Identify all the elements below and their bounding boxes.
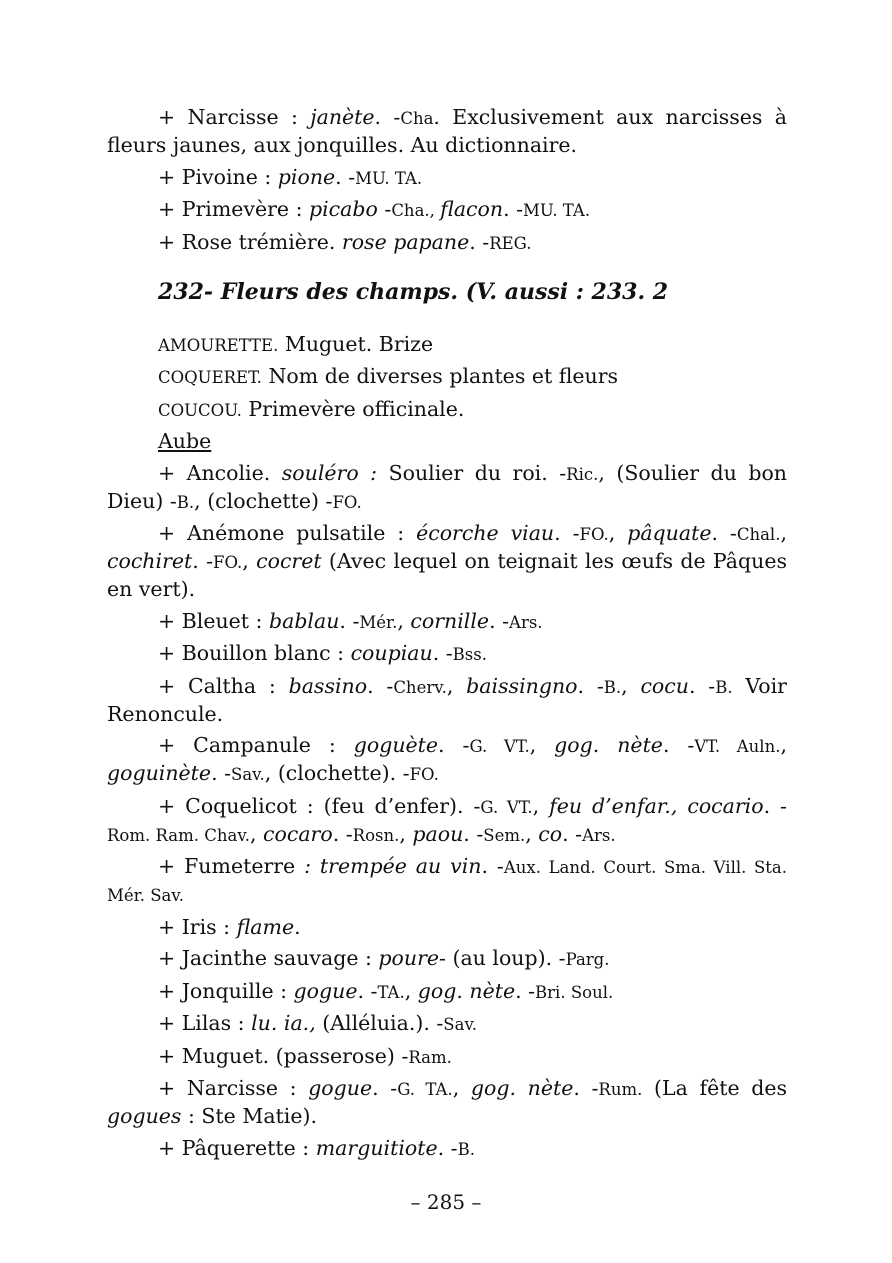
dialect-term: lu. ia., <box>251 1011 316 1035</box>
region-label <box>107 428 787 455</box>
entry <box>107 732 787 788</box>
entry-text: + Jonquille : <box>158 978 294 1003</box>
entry-text: (Avec lequel on teignait les œufs de Pâques en vert). <box>107 549 787 601</box>
source-abbrev: Cha., <box>391 201 441 220</box>
dialect-term: pione <box>277 164 336 189</box>
entry-text: . - <box>573 1076 599 1100</box>
source-abbrev: Sav. <box>231 765 265 784</box>
entry <box>107 853 787 909</box>
entry-text: + Fumeterre <box>158 854 305 878</box>
definition-term: COUCOU. <box>158 400 242 420</box>
entry <box>107 520 787 603</box>
entry-text: , (clochette). - <box>264 761 410 785</box>
entry-text: , <box>532 793 550 818</box>
entry-text: + Ancolie. <box>158 460 282 485</box>
entry <box>107 914 787 941</box>
entry-text: , <box>249 821 264 846</box>
dialect-term: cornille <box>410 608 490 633</box>
entry-text: + Narcisse : <box>158 1076 309 1100</box>
entry-text: . - <box>335 164 356 189</box>
entry-text: + Iris : <box>158 914 237 939</box>
source-abbrev: B. <box>715 677 733 697</box>
entry-text: . - <box>432 641 453 665</box>
entry-text: + Bleuet : <box>158 608 269 633</box>
entry <box>107 1043 787 1071</box>
definition-list <box>107 331 787 424</box>
definition-term: COQUERET. <box>158 368 262 387</box>
entry-text: , <box>399 821 413 846</box>
source-abbrev: B. <box>603 677 622 697</box>
dialect-term: souléro : <box>281 460 378 485</box>
entry <box>107 104 787 159</box>
dialect-term: cocret <box>256 549 322 573</box>
entry <box>107 945 787 973</box>
entry <box>107 608 787 636</box>
dialect-term: bassino <box>288 673 368 698</box>
entry-text: , <box>242 549 257 573</box>
entry-text: . - <box>438 733 470 757</box>
dialect-term: rose papane <box>341 229 470 254</box>
entry-text: + Anémone pulsatile : <box>158 521 417 545</box>
dialect-term: gogues <box>107 1104 182 1128</box>
entry-list-top <box>107 104 787 257</box>
entry-text: . - <box>332 821 353 846</box>
entry-text: . - <box>489 608 510 633</box>
entry-text: + Coquelicot : (feu d’enfer). - <box>158 793 481 818</box>
entry-text: . - <box>437 1135 458 1160</box>
page-number: – 285 – <box>410 1190 482 1214</box>
source-abbrev: Rum. <box>598 1080 643 1099</box>
entry-text: + Primevère : <box>158 197 309 221</box>
entry <box>107 229 787 257</box>
dialect-term: cochiret <box>107 549 193 573</box>
entry-text: . - <box>463 821 484 846</box>
entry-text: , <box>621 673 641 698</box>
dialect-term: gog. nète <box>554 733 663 757</box>
entry-text: - <box>377 197 392 221</box>
entry-text: . - <box>339 608 360 633</box>
source-abbrev: Ars. <box>582 825 616 845</box>
entry-text: . - <box>211 761 232 785</box>
entry-text: , (clochette) - <box>194 488 333 513</box>
entry-text: . - <box>374 105 401 129</box>
entry <box>107 1135 787 1163</box>
region-label-text: Aube <box>158 429 212 453</box>
source-abbrev: VT. Auln. <box>694 737 781 756</box>
entry-text: . Exclusivement aux narcisses à fleurs jaunes, aux jonquilles. Au dictionnaire. <box>107 105 787 157</box>
entry <box>107 1075 787 1130</box>
entry-text: + Bouillon blanc : <box>158 641 351 665</box>
entry-text: + Muguet. (passerose) - <box>158 1043 409 1068</box>
definition-text: Primevère officinale. <box>241 396 465 421</box>
dialect-term: gogue <box>293 978 358 1003</box>
dialect-term: paou <box>412 821 464 846</box>
dialect-term: cocu <box>640 673 689 698</box>
dialect-term: flame <box>236 914 295 939</box>
section-heading: 232- Fleurs des champs. (V. aussi : 233. 2 <box>158 278 669 305</box>
entry <box>107 640 787 668</box>
entry-text: , <box>529 733 555 757</box>
dialect-term: coupiau <box>350 641 433 665</box>
entry <box>107 673 787 728</box>
entry-text: . - <box>562 821 583 846</box>
source-abbrev: Chal. <box>736 525 781 544</box>
entry-text: , <box>525 821 539 846</box>
source-abbrev: Ric. <box>566 464 599 484</box>
definition-text: Muguet. Brize <box>278 331 434 356</box>
source-abbrev: Aux. Land. Court. Sma. Vill. Sta. Mér. Sav. <box>107 858 788 905</box>
definition-text: Nom de diverses plantes et fleurs <box>261 364 619 388</box>
entry-text: . - <box>503 197 524 221</box>
source-abbrev: G. TA. <box>397 1080 453 1099</box>
page-body <box>107 104 787 1167</box>
source-abbrev: Rosn. <box>352 825 400 845</box>
definition <box>107 331 787 359</box>
source-abbrev: TA. <box>377 982 405 1002</box>
source-abbrev: B. <box>457 1139 475 1159</box>
dialect-term: feu d’enfar., cocario <box>549 793 764 818</box>
entry-text: , <box>780 733 787 757</box>
entry-text: . - <box>192 549 214 573</box>
entry <box>107 196 787 224</box>
entry-text: + Lilas : <box>158 1011 252 1035</box>
entry-list <box>107 460 787 1163</box>
entry-text: . - <box>763 793 787 818</box>
source-abbrev: G. VT. <box>469 737 530 756</box>
entry-text: + Caltha : <box>158 673 289 698</box>
dialect-term: marguitiote <box>315 1135 438 1160</box>
entry-text: + Rose trémière. <box>158 229 342 254</box>
dialect-term: gogue <box>308 1076 373 1100</box>
source-abbrev: Bri. Soul. <box>535 982 614 1002</box>
entry-text: . <box>294 914 301 939</box>
entry-text: . - <box>357 978 378 1003</box>
definition <box>107 363 787 391</box>
source-abbrev: FO. <box>579 525 609 544</box>
entry-text: . - <box>367 673 394 698</box>
source-abbrev: Parg. <box>565 950 610 969</box>
entry-text: . - <box>662 733 695 757</box>
entry <box>107 460 787 516</box>
entry <box>107 978 787 1006</box>
dialect-term: gog. nète <box>470 1076 574 1100</box>
source-abbrev: MU. TA. <box>355 168 423 188</box>
dialect-term: gog. nète <box>417 978 516 1003</box>
entry-text: , <box>397 608 411 633</box>
source-abbrev: FO. <box>213 553 243 572</box>
entry-text: Soulier du roi. - <box>377 460 567 485</box>
dialect-term: écorche viau <box>416 521 555 545</box>
source-abbrev: Ram. <box>408 1047 452 1067</box>
definition <box>107 396 787 424</box>
source-abbrev: G. VT. <box>480 797 533 817</box>
dialect-term: cocaro <box>263 821 333 846</box>
definition-term: AMOURETTE. <box>158 335 279 355</box>
dialect-term: : trempée au vin <box>304 854 482 878</box>
entry-text: , <box>404 978 418 1003</box>
entry-text: . - <box>469 229 490 254</box>
entry-text: + Pâquerette : <box>158 1135 316 1160</box>
source-abbrev: MU. TA. <box>523 201 591 220</box>
entry <box>107 164 787 192</box>
entry-text: . - <box>688 673 716 698</box>
entry <box>107 1010 787 1038</box>
entry-text: + Pivoine : <box>158 164 278 189</box>
entry-text: , <box>608 521 628 545</box>
entry-text: , <box>780 521 787 545</box>
dialect-term: baissingno <box>466 673 578 698</box>
entry-text: + Jacinthe sauvage : <box>158 946 379 970</box>
source-abbrev: FO. <box>332 492 362 512</box>
dialect-term: picabo <box>309 197 378 221</box>
entry-text: . - <box>481 854 504 878</box>
source-abbrev: Sem. <box>483 825 526 845</box>
entry-text: : Ste Matie). <box>181 1104 317 1128</box>
entry-text: (Alléluia.). - <box>315 1011 444 1035</box>
source-abbrev: Ars. <box>509 612 543 632</box>
entry-text: . - <box>515 978 536 1003</box>
entry-text: , <box>452 1076 471 1100</box>
entry-text: + Narcisse : <box>158 105 311 129</box>
entry-text: + Campanule : <box>158 733 354 757</box>
source-abbrev: Sav. <box>443 1015 478 1034</box>
source-abbrev: FO. <box>409 765 439 784</box>
dialect-term: co <box>538 821 563 846</box>
source-abbrev: B. <box>176 492 195 512</box>
dialect-term: poure <box>378 946 440 970</box>
dialect-term: goguète <box>353 733 439 757</box>
entry-text: (La fête des <box>642 1076 787 1100</box>
entry-text: Voir Renoncule. <box>107 673 787 726</box>
dialect-term: pâquate <box>627 521 712 545</box>
dialect-term: bablau <box>268 608 340 633</box>
dialect-term: flacon <box>440 197 504 221</box>
entry-text: . - <box>554 521 580 545</box>
entry <box>107 793 787 849</box>
source-abbrev: Rom. Ram. Chav. <box>107 825 250 845</box>
entry-text: - (au loup). - <box>439 946 566 970</box>
entry-text: . - <box>711 521 737 545</box>
entry-text: , <box>446 673 467 698</box>
dialect-term: janète <box>310 105 375 129</box>
entry-text: . - <box>372 1076 398 1100</box>
dialect-term: goguinète <box>107 761 212 785</box>
source-abbrev: REG. <box>489 233 532 253</box>
source-abbrev: Mér. <box>359 612 398 632</box>
source-abbrev: Bss. <box>452 645 487 664</box>
entry-text: , (Soulier du bon Dieu) - <box>107 460 787 513</box>
source-abbrev: Cha <box>400 109 434 128</box>
entry-text: . - <box>577 673 604 698</box>
source-abbrev: Cherv. <box>393 677 447 697</box>
